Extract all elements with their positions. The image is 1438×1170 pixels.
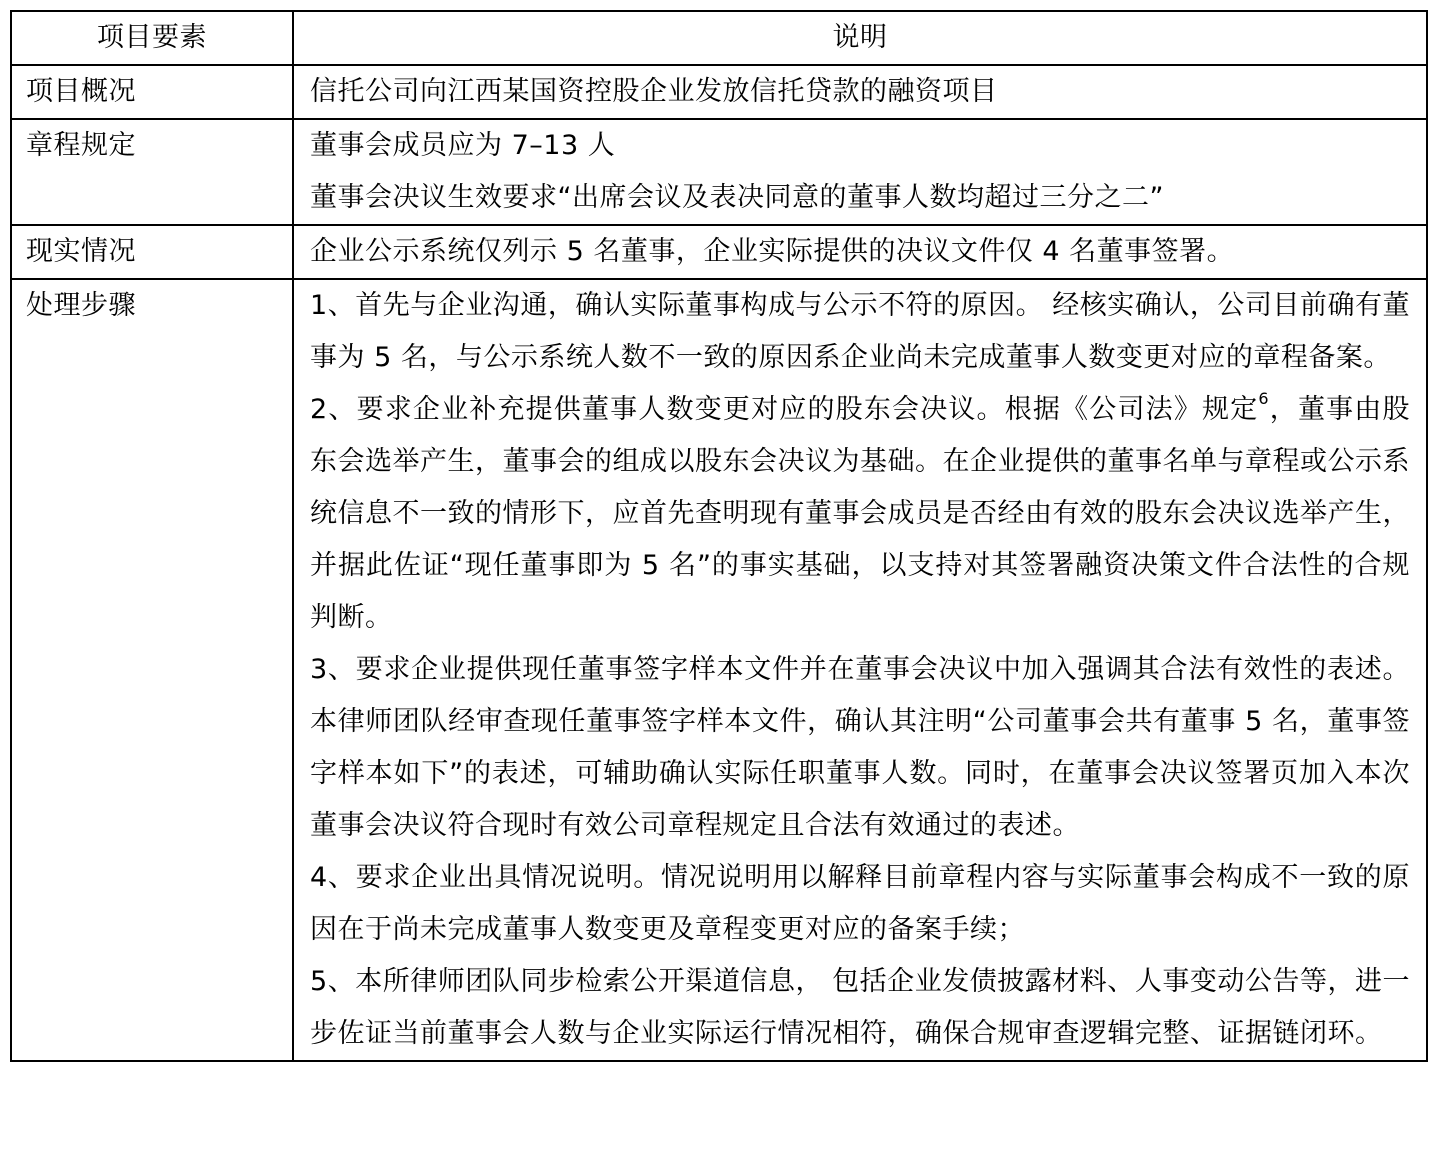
- row-label-charter: 章程规定: [11, 119, 293, 225]
- row-text-reality: [293, 225, 1427, 279]
- step-1-paragraph: 1、首先与企业沟通，确认实际董事构成与公示不符的原因。 经核实确认，公司目前确有董事为 5 名，与公示系统人数不一致的原因系企业尚未完成董事人数变更对应的章程备案。: [310, 290, 1410, 373]
- footnote-marker[interactable]: 6: [1258, 389, 1270, 408]
- charter-line-2: 董事会决议生效要求“出席会议及表决同意的董事人数均超过三分之二”: [310, 182, 1164, 213]
- step-2-text-after-footnote: ，董事由股东会选举产生，董事会的组成以股东会决议为基础。在企业提供的董事名单与章程或公示系统信息不一致的情形下，应首先查明现有董事会成员是否经由有效的股东会决议选举产生，并据此佐证“现任董事即为 5 名”的事实基础，以支持对其签署融资决策文件合法性的合规判断。: [310, 394, 1410, 633]
- document-table: [10, 10, 1428, 1062]
- row-label-overview: 项目概况: [11, 65, 293, 119]
- row-label-steps: 处理步骤: [11, 279, 293, 1061]
- row-text-overview: [293, 65, 1427, 119]
- table-row-overview: [11, 65, 1427, 119]
- step-2-paragraph: [310, 384, 1410, 644]
- table-row-steps: [11, 279, 1427, 1061]
- row-text-charter: [293, 119, 1427, 225]
- table-row-reality: [11, 225, 1427, 279]
- row-label-reality: 现实情况: [11, 225, 293, 279]
- row-text-steps: [293, 279, 1427, 1061]
- reality-text: 企业公示系统仅列示 5 名董事，企业实际提供的决议文件仅 4 名董事签署。: [310, 236, 1235, 267]
- table-row-charter: [11, 119, 1427, 225]
- step-4-paragraph: 4、要求企业出具情况说明。情况说明用以解释目前章程内容与实际董事会构成不一致的原因在于尚未完成董事人数变更及章程变更对应的备案手续；: [310, 862, 1410, 945]
- step-3-paragraph: 3、要求企业提供现任董事签字样本文件并在董事会决议中加入强调其合法有效性的表述。本律师团队经审查现任董事签字样本文件，确认其注明“公司董事会共有董事 5 名，董事签字样本如下”的表述，可辅助确认实际任职董事人数。同时，在董事会决议签署页加入本次董事会决议符合现时有效公司章程规定且合法有效通过的表述。: [310, 654, 1410, 841]
- header-item-element: 项目要素: [11, 11, 293, 65]
- step-5-paragraph: 5、本所律师团队同步检索公开渠道信息， 包括企业发债披露材料、人事变动公告等，进一步佐证当前董事会人数与企业实际运行情况相符，确保合规审查逻辑完整、证据链闭环。: [310, 966, 1410, 1049]
- table-header-row: [11, 11, 1427, 65]
- step-2-text-before-footnote: 2、要求企业补充提供董事人数变更对应的股东会决议。根据《公司法》规定: [310, 394, 1259, 425]
- overview-text: 信托公司向江西某国资控股企业发放信托贷款的融资项目: [310, 76, 998, 107]
- charter-line-1: 董事会成员应为 7–13 人: [310, 130, 616, 161]
- header-description: 说明: [293, 11, 1427, 65]
